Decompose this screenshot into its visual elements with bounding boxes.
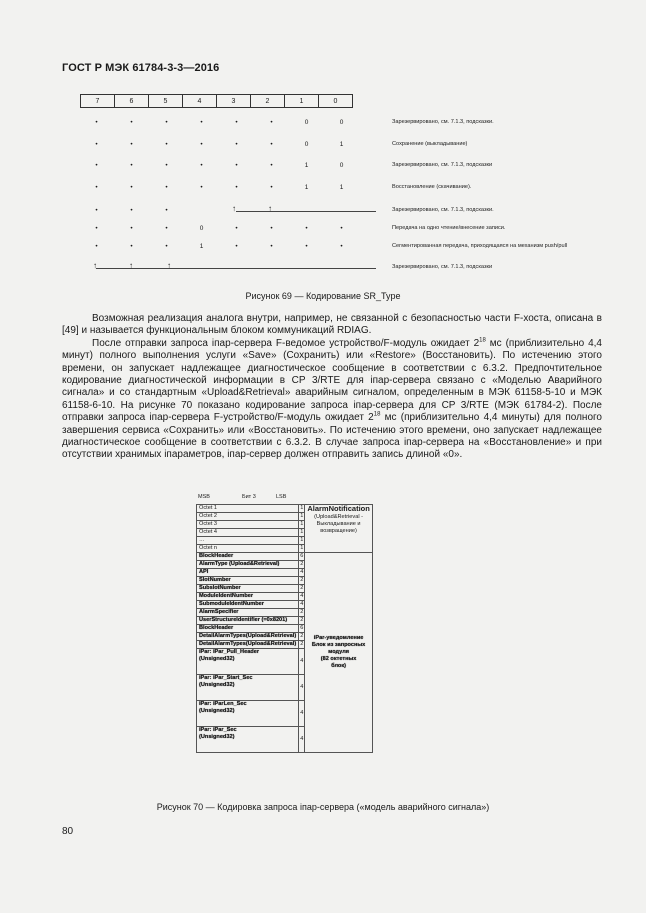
bit-value: • [95,141,98,148]
field-label: DetailAlarmTypes(Upload&Retrieval) [197,633,299,641]
bit-value: 0 [339,119,344,126]
bit-value: • [165,184,168,191]
bit-value: 1 [339,141,344,148]
field-label [197,701,299,727]
bit-value: • [165,162,168,169]
field-length: 4 [300,593,304,599]
bit-value: • [165,243,168,250]
lsb-label: LSB [276,494,287,500]
field-length: 4 [299,727,305,753]
bit-value: • [95,225,98,232]
field-length: 1 [300,505,304,511]
ipar-notification-line: блок) [331,663,347,669]
ipar-notification-line: iPar-уведомление [313,635,364,641]
bit-value: • [130,184,133,191]
field-label: Octet n [197,545,299,553]
bit-4: 4 [183,95,217,108]
field-length: 2 [300,577,304,583]
bit-value: • [235,162,238,169]
bit-value: • [95,207,98,214]
body-text [62,313,602,462]
bit-value: • [235,243,238,250]
field-length: 4 [299,649,305,675]
bit-1: 1 [285,95,319,108]
bit-value: • [130,141,133,148]
bit-value: • [235,119,238,126]
field-label: SubslotNumber [197,585,299,593]
alarm-notification-title: AlarmNotification [307,504,370,513]
bit-0: 0 [319,95,353,108]
field-label: Octet 4 [197,529,299,537]
bit-6: 6 [115,95,149,108]
page-number: 80 [62,826,74,837]
document-header: ГОСТ Р МЭК 61784-3-3—2016 [62,62,220,74]
bit-value: 1 [339,184,344,191]
bit-value: • [235,141,238,148]
alarm-notification-line: (Upload&Retrieval - [314,514,363,520]
field-label: ModuleIdentNumber [197,593,299,601]
range-line-bits-7-0 [96,268,376,269]
field-label: SubmoduleIdentNumber [197,601,299,609]
bit-label: Бит 3 [242,494,256,500]
paragraph-1: Возможная реализация аналога внутри, например, не связанной с безопасностью части F-хоста, описана в [49] и называется функциональным блоком коммуникаций RDIAG. [62,313,602,337]
bit-value: • [130,162,133,169]
arrow-up-icon: ↑ [129,261,133,270]
bit-value: • [200,162,203,169]
field-label: Octet 2 [197,513,299,521]
bit-value: 0 [339,162,344,169]
field-label: UserStructureIdentifier (=0x8201) [197,617,299,625]
bit-value: 1 [304,184,309,191]
field-type: (Unsigned32) [199,708,235,714]
field-label: SlotNumber [197,577,299,585]
bit-value: 0 [199,225,204,232]
msb-label: MSB [198,494,210,500]
field-length: 2 [300,617,304,623]
field-length: 2 [300,633,304,639]
bit-value: • [270,225,273,232]
field-label: BlockHeader [197,553,299,561]
alarm-notification-line: возвращение) [320,528,357,534]
bit-value: • [165,225,168,232]
table-row [197,505,373,513]
field-length: 1 [300,537,304,543]
field-label: BlockHeader [197,625,299,633]
bit-value: • [130,119,133,126]
alarm-notification-block [305,505,373,553]
field-length: 1 [300,545,304,551]
figure-69-caption: Рисунок 69 — Кодирование SR_Type [245,291,401,301]
range-line-bits-3-0 [236,211,376,212]
bit-5: 5 [149,95,183,108]
arrow-up-icon: ↑ [232,204,236,213]
bit-3: 3 [217,95,251,108]
bit-value: • [130,207,133,214]
bit-value: • [130,225,133,232]
bit-value: • [305,243,308,250]
field-length: 1 [300,521,304,527]
bit-value: • [235,184,238,191]
bit-2: 2 [251,95,285,108]
field-name: iPar: iPar_Start_Sec [199,675,253,681]
bit-value: • [165,141,168,148]
field-length: 4 [300,601,304,607]
bit-value: • [95,162,98,169]
bit-value: • [95,243,98,250]
ipar-notification-line: Блок из запросных [311,642,366,648]
bit-value: • [200,184,203,191]
field-label: API [197,569,299,577]
field-label: AlarmType (Upload&Retrieval) [197,561,299,569]
field-length: 2 [300,641,304,647]
bit-value: • [235,225,238,232]
field-name: iPar: iPar_Sec [199,727,237,733]
field-type: (Unsigned32) [199,656,235,662]
bit-coding-description: Передача на одно чтение/внесение записи. [392,225,506,231]
bit-value: • [200,119,203,126]
arrow-up-icon: ↑ [93,261,97,270]
field-label [197,649,299,675]
field-length: 6 [300,553,304,559]
table-row [197,553,373,561]
arrow-up-icon: ↑ [167,261,171,270]
field-label: … [197,537,299,545]
field-label: AlarmSpecifier [197,609,299,617]
bit-coding-description: Зарезервировано, см. 7.1.3, подсказки. [392,119,494,125]
field-length: 1 [300,513,304,519]
bit-coding-description: Зарезервировано, см. 7.1.3, подсказки [392,162,493,168]
field-length: 1 [300,529,304,535]
bit-value: • [200,141,203,148]
ipar-notification-line: модуля [328,649,350,655]
field-label: DetailAlarmTypes(Upload&Retrieval) [197,641,299,649]
bit-value: • [165,207,168,214]
field-length: 6 [300,625,304,631]
field-type: (Unsigned32) [199,682,235,688]
bit-value: 1 [199,243,204,250]
bit-coding-description: Сегментированная передача, приходящаяся на механизм push/pull [392,243,568,249]
ipar-notification-block [305,553,373,753]
field-label: Octet 1 [197,505,299,513]
field-length: 2 [300,609,304,615]
ipar-notification-line: (82 октетных [320,656,357,662]
bit-value: • [270,141,273,148]
bit-value: • [95,184,98,191]
field-name: iPar: iPar_Pull_Header [199,649,260,655]
bit-value: • [270,184,273,191]
field-length: 4 [299,675,305,701]
bit-coding-description: Сохранение (выкладывание) [392,141,468,147]
bit-coding-description: Зарезервировано, см. 7.1.3, подсказки [392,264,493,270]
alarm-notification-line: Выкладывание и [316,521,361,527]
bit-value: • [95,119,98,126]
paragraph-2: После отправки запроса iпар-сервера F-ведомое устройство/F-модуль ожидает $2^{18}$ мс (приблизительно 4,4 минут) полного выполнения услуги «Save» (Сохранить) или «Restore» (Восстановить). По истечению этого времени, он запускает надлежащее диагностическое сообщение в соответствии с 6.3.2. Предпочтительное кодирование диагностической информации в CP 3/RTE для iпар-сервера связано с «Моделью Аварийного сигнала» и со стандартным «Upload&Retrieval» аварийным сигналом, определенным в МЭК 61158-5-10 и МЭК 61158-6-10. На рисунке 70 показано кодирование запроса iпар-сервера для CP 3/RTE (МЭК 61784-2). После отправки запроса iпар-сервера F-устройство/F-модуль ожидает $2^{18}$ мс (приблизительно 4,4 минуты) для полного завершения сервиса «Сохранить» или «Восстановить». По истечению этого времени, оно запускает надлежащее диагностическое сообщение в соответствии с 6.3.2. В случае запроса iпар-сервера на «Восстановление» и при отсутствии хранимых iпараметров, iпар-сервер должен отправить запись длиной «0». [62,337,602,461]
field-length: 4 [300,569,304,575]
bit-value: • [340,225,343,232]
bit-value: • [270,119,273,126]
bit-value: 0 [304,119,309,126]
alarm-coding-table [196,504,373,753]
bit-value: • [270,162,273,169]
field-length: 4 [299,701,305,727]
bit-value: 0 [304,141,309,148]
field-label [197,727,299,753]
field-label [197,675,299,701]
field-length: 2 [300,585,304,591]
bit-value: • [165,119,168,126]
bit-value: • [270,243,273,250]
field-name: iPar: iParLen_Sec [199,701,247,707]
bit-value: 1 [304,162,309,169]
bit-header-table [80,94,353,108]
field-label: Octet 3 [197,521,299,529]
bit-value: • [130,243,133,250]
bit-7: 7 [81,95,115,108]
field-length: 2 [300,561,304,567]
bit-value: • [305,225,308,232]
figure-70-caption: Рисунок 70 — Кодировка запроса iпар-сервера («модель аварийного сигнала») [156,802,490,812]
bit-coding-description: Зарезервировано, см. 7.1.3, подсказки. [392,207,494,213]
field-type: (Unsigned32) [199,734,235,740]
arrow-up-icon: ↑ [268,204,272,213]
bit-coding-description: Восстановление (скачивание). [392,184,472,190]
bit-value: • [340,243,343,250]
